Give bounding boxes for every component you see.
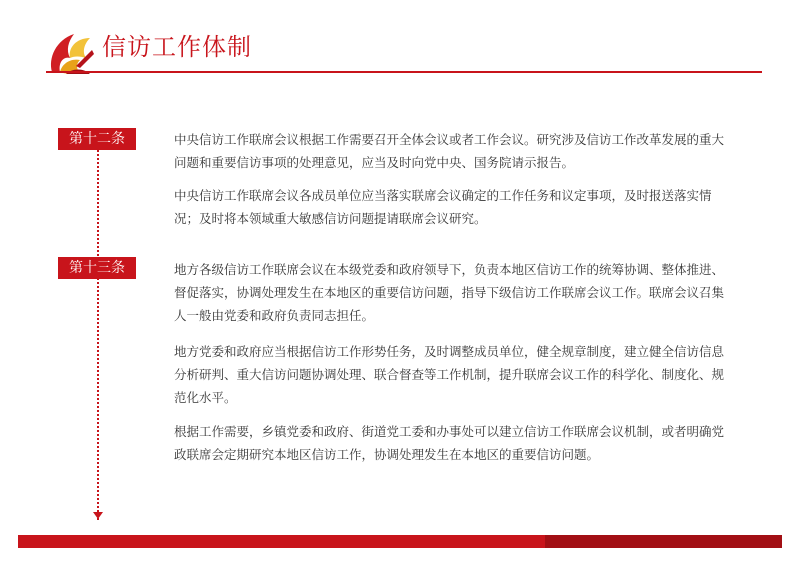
article-label-12: 第十二条 xyxy=(58,128,136,150)
article-13-paragraph-3: 根据工作需要，乡镇党委和政府、街道党工委和办事处可以建立信访工作联席会议机制，或者明确党政联席会定期研究本地区信访工作，协调处理发生在本地区的重要信访问题。 xyxy=(174,424,725,462)
article-12-paragraph-1: 中央信访工作联席会议根据工作需要召开全体会议或者工作会议。研究涉及信访工作改革发展的重大问题和重要信访事项的处理意见，应当及时向党中央、国务院请示报告。 xyxy=(174,132,725,170)
article-13-paragraph-2: 地方党委和政府应当根据信访工作形势任务，及时调整成员单位，健全规章制度，建立健全信访信息分析研判、重大信访问题协调处理、联合督查等工作机制，提升联席会议工作的科学化、制度化、规范化水平。 xyxy=(174,344,725,405)
timeline-arrow-icon xyxy=(93,512,103,519)
timeline-line xyxy=(97,145,99,520)
article-label-13: 第十三条 xyxy=(58,257,136,279)
article-12-paragraph-2: 中央信访工作联席会议各成员单位应当落实联席会议确定的工作任务和议定事项，及时报送落实情况；及时将本领域重大敏感信访问题提请联席会议研究。 xyxy=(174,188,712,226)
footer-bar-accent xyxy=(545,535,782,548)
header-divider xyxy=(46,71,762,73)
article-13-paragraph-1: 地方各级信访工作联席会议在本级党委和政府领导下，负责本地区信访工作的统筹协调、整体推进、督促落实，协调处理发生在本地区的重要信访问题，指导下级信访工作联席会议工作。联席会议召集人一般由党委和政府负责同志担任。 xyxy=(174,262,725,323)
page-title: 信访工作体制 xyxy=(102,33,252,61)
